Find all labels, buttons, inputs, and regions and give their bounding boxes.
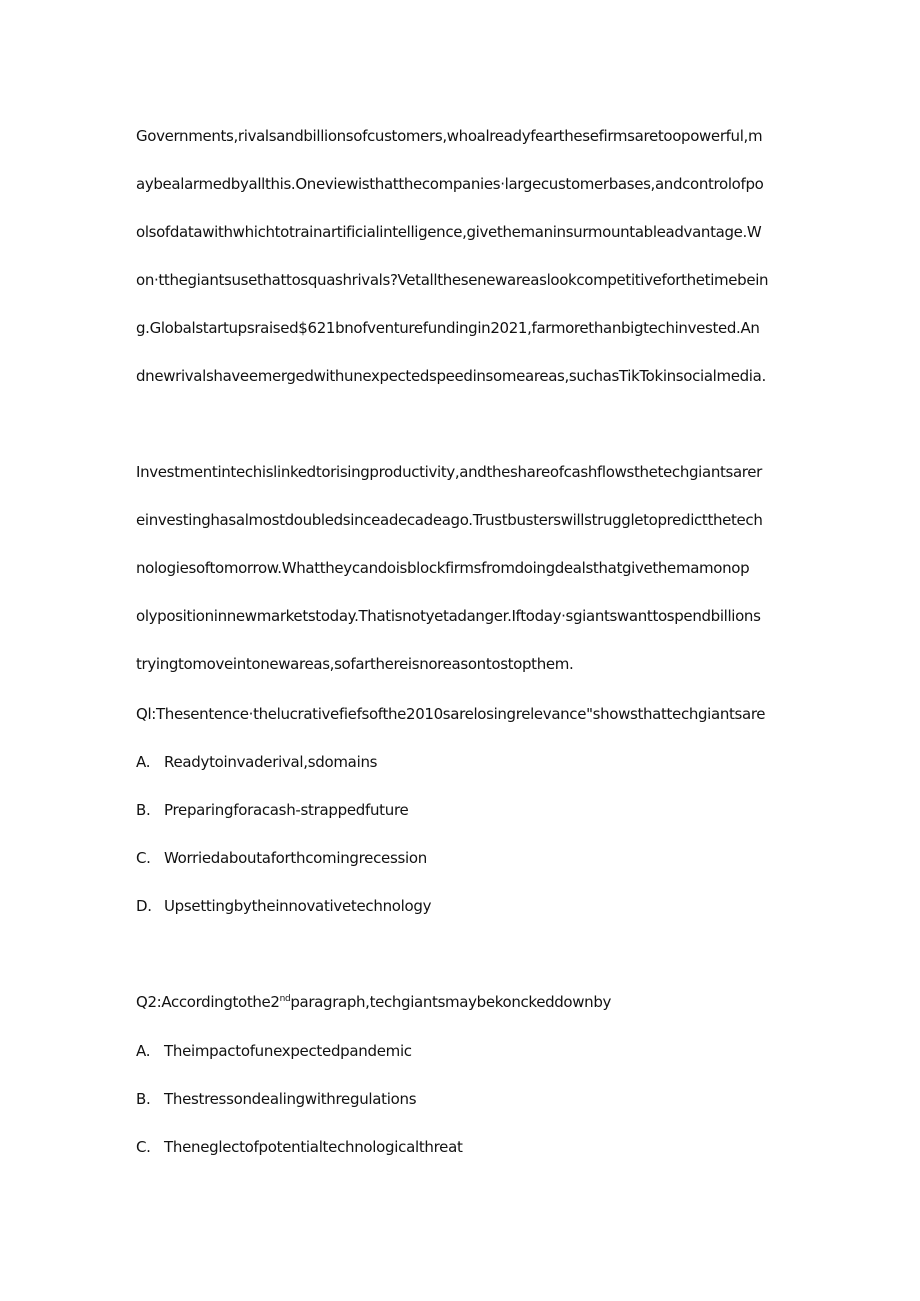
text-line: olsofdatawithwhichtotrainartificialintelligence,givethemaninsurmountableadvantage.W xyxy=(136,223,762,241)
option-text: Worriedaboutaforthcomingrecession xyxy=(164,849,427,867)
question-2-option-a[interactable] xyxy=(136,1041,412,1061)
question-1-option-d[interactable] xyxy=(136,896,431,916)
question-2-stem xyxy=(136,992,611,1012)
question-2-stem-start: Q2:Accordingtothe2 xyxy=(136,993,280,1011)
text-line: nologiesoftomorrow.Whattheycandoisblockfirmsfromdoingdealsthatgivethemamonop xyxy=(136,559,750,577)
question-2-option-c[interactable] xyxy=(136,1137,463,1157)
option-letter: D. xyxy=(136,897,152,915)
text-line: aybealarmedbyallthis.Oneviewisthatthecompanies·largecustomerbases,andcontrolofpo xyxy=(136,175,764,193)
option-text: Readytoinvaderival,sdomains xyxy=(164,753,378,771)
text-line: dnewrivalshaveemergedwithunexpectedspeedinsomeareas,suchasTikTokinsocialmedia. xyxy=(136,367,766,385)
text-line: g.Globalstartupsraised$621bnofventurefundingin2021,farmorethanbigtechinvested.An xyxy=(136,319,760,337)
text-line: Governments,rivalsandbillionsofcustomers,whoalreadyfearthesefirmsaretoopowerful,m xyxy=(136,127,763,145)
text-line: on·tthegiantsusethattosquashrivals?Vetallthesenewareaslookcompetitiveforthetimebein xyxy=(136,271,769,289)
option-letter: A. xyxy=(136,1042,151,1060)
option-text: Thestressondealingwithregulations xyxy=(164,1090,417,1108)
question-2-option-b[interactable] xyxy=(136,1089,416,1109)
ordinal-suffix: nd xyxy=(279,994,291,1004)
question-1-option-c[interactable] xyxy=(136,848,427,868)
option-text: Upsettingbytheinnovativetechnology xyxy=(164,897,432,915)
option-letter: C. xyxy=(136,1138,151,1156)
question-1-stem: Ql:Thesentence·thelucrativefiefsofthe2010sarelosingrelevance"showsthattechgiantsare xyxy=(136,705,766,723)
option-letter: B. xyxy=(136,801,151,819)
text-line: tryingtomoveintonewareas,sofarthereisnoreasontostopthem. xyxy=(136,655,574,673)
option-letter: B. xyxy=(136,1090,151,1108)
option-text: Theimpactofunexpectedpandemic xyxy=(164,1042,412,1060)
option-text: Theneglectofpotentialtechnologicalthreat xyxy=(164,1138,463,1156)
option-letter: C. xyxy=(136,849,151,867)
question-1-option-a[interactable] xyxy=(136,752,377,772)
question-1-option-b[interactable] xyxy=(136,800,408,820)
text-line: einvestinghasalmostdoubledsinceadecadeago.Trustbusterswillstruggletopredictthetech xyxy=(136,511,763,529)
text-line: olypositioninnewmarketstoday.Thatisnotyetadanger.Iftoday·sgiantswanttospendbillions xyxy=(136,607,761,625)
text-line: Investmentintechislinkedtorisingproductivity,andtheshareofcashflowsthetechgiantsarer xyxy=(136,463,762,481)
option-text: Preparingforacash-strappedfuture xyxy=(164,801,409,819)
option-letter: A. xyxy=(136,753,151,771)
question-2-stem-end: paragraph,techgiantsmaybekonckeddownby xyxy=(290,993,612,1011)
